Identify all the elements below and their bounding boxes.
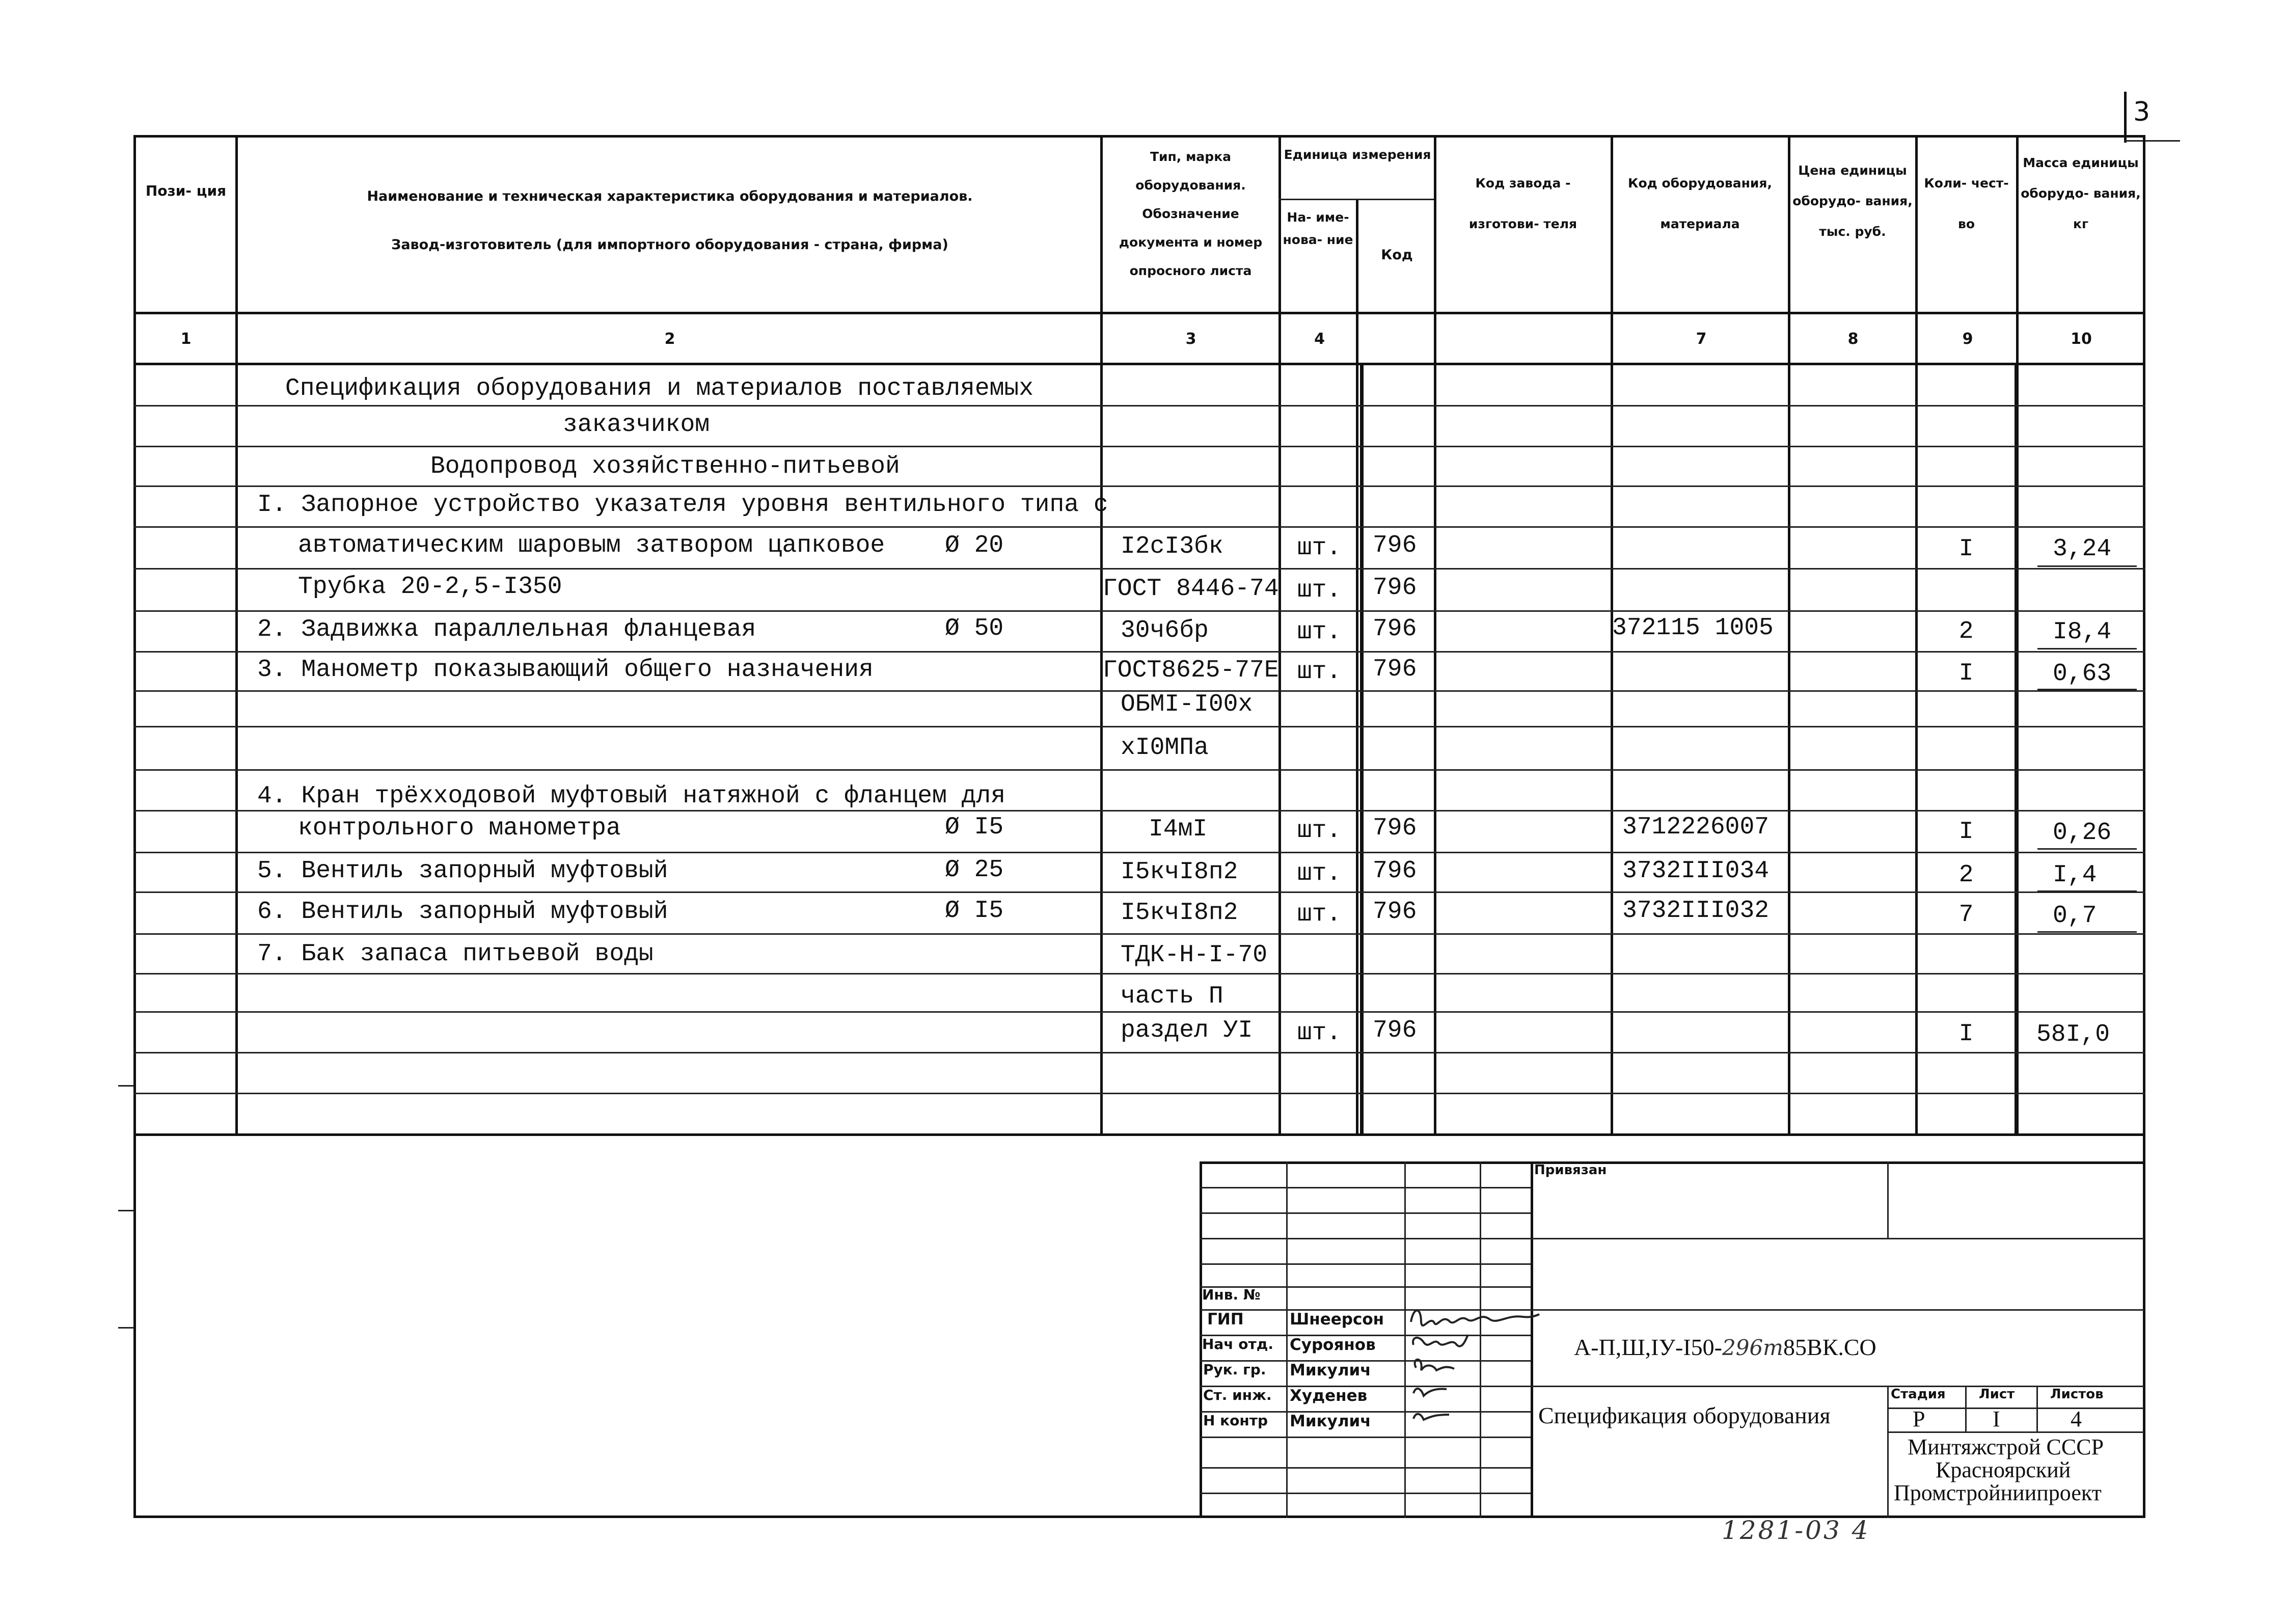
tb-inv-label: Инв. № (1202, 1286, 1261, 1303)
spec-heading-line2: заказчиком (563, 411, 710, 439)
mass-underline (2037, 931, 2137, 933)
header-col-unit-name: На- име- нова- ние (1283, 210, 1353, 247)
item-equipment-code: 3712226007 (1622, 814, 1770, 841)
header-col-equipment-code: Код оборудования, материала (1628, 176, 1772, 231)
tb-person: Суроянов (1290, 1336, 1376, 1354)
colnum-10: 10 (2071, 330, 2092, 348)
tb-role: Нач отд. (1202, 1336, 1274, 1352)
tb-person: Микулич (1290, 1412, 1371, 1430)
row-line (133, 852, 2145, 853)
header-col-plant-code: Код завода - изготови- теля (1468, 176, 1577, 231)
row-line (133, 526, 2145, 528)
header-col-name-line2: Завод-изготовитель (для импортного оборудования - страна, фирма) (391, 237, 948, 253)
item-name: 4. Кран трёхходовой муфтовый натяжной с фланцем для (257, 782, 1006, 810)
tb-org-line3: Промстройниипроект (1894, 1480, 2102, 1505)
item-unit: шт. (1297, 817, 1342, 845)
row-line (133, 446, 2145, 447)
colnum-4: 4 (1314, 330, 1325, 348)
item-mass: 0,26 (2053, 819, 2112, 847)
margin-tick (118, 1327, 133, 1329)
tb-person: Микулич (1290, 1361, 1371, 1379)
header-bottom-border (133, 312, 2145, 314)
margin-tick (118, 1210, 133, 1211)
mass-underline (2037, 848, 2137, 850)
colnum-3: 3 (1185, 330, 1196, 348)
item-unit-code: 796 (1373, 898, 1417, 926)
section-heading: Водопровод хозяйственно-питьевой (430, 453, 900, 480)
item-unit: шт. (1297, 860, 1342, 887)
tb-sheet-value: I (1993, 1406, 2000, 1431)
header-col-mass: Масса единицы оборудо- вания, кг (2021, 155, 2141, 231)
tb-col (1286, 1161, 1288, 1518)
item-qty: 2 (1958, 861, 1974, 889)
tb-org-line2: Красноярский (1936, 1457, 2071, 1482)
colnum-7: 7 (1696, 330, 1707, 348)
item-name: 7. Бак запаса питьевой воды (257, 940, 654, 968)
item-equipment-code: 3732III032 (1622, 897, 1770, 925)
tb-sheets-label: Листов (2050, 1387, 2104, 1402)
tb-privyazan-label: Привязан (1534, 1162, 1607, 1178)
item-size: Ø 20 (945, 532, 1004, 559)
item-equipment-code: 372115 1005 (1612, 614, 1774, 642)
item-mass: 3,24 (2053, 535, 2112, 563)
header-col-unit-code: Код (1381, 247, 1413, 263)
sheet-left-border (133, 135, 136, 1518)
tb-person: Шнеерсон (1290, 1310, 1384, 1329)
tb-stage-label: Стадия (1891, 1387, 1946, 1402)
row-line (133, 1011, 2145, 1013)
tb-doc-code (1574, 1334, 1876, 1361)
footer-archive-number: 1281-03 4 (1722, 1515, 1870, 1545)
item-unit: шт. (1297, 534, 1342, 562)
item-type: часть П (1121, 983, 1223, 1010)
row-line (133, 726, 2145, 727)
tb-role: Н контр (1203, 1412, 1268, 1429)
item-unit-code: 796 (1373, 574, 1417, 602)
item-qty: I (1958, 818, 1974, 846)
tb-doc-code-tail: 85ВК.СО (1783, 1334, 1876, 1360)
item-type: 30ч6бр (1121, 617, 1209, 644)
col-divider-2 (1100, 135, 1103, 1136)
colnum-1: 1 (180, 330, 192, 348)
row-line (133, 651, 2145, 653)
header-col-position: Пози- ция (145, 182, 227, 199)
tb-role: ГИП (1207, 1310, 1244, 1329)
tb-role: Ст. инж. (1203, 1387, 1272, 1403)
tb-person: Худенев (1290, 1387, 1368, 1405)
item-unit: шт. (1297, 1019, 1342, 1047)
tb-row (1200, 1493, 1531, 1494)
header-col-unit-group: Единица измерения (1284, 147, 1431, 162)
item-type: I4мI (1149, 816, 1208, 843)
item-type: ТДК-Н-I-70 (1121, 941, 1268, 969)
tb-stage-row (1887, 1408, 2144, 1409)
tb-doc-code-handwritten: 296m (1722, 1335, 1784, 1360)
item-name: 6. Вентиль запорный муфтовый (257, 898, 668, 926)
row-line (133, 1093, 2145, 1094)
item-size: Ø 50 (945, 615, 1004, 642)
item-name: 5. Вентиль запорный муфтовый (257, 857, 668, 885)
item-type: I2сI3бк (1121, 533, 1223, 560)
tb-stage-row (1887, 1431, 2144, 1433)
item-unit-code: 796 (1373, 857, 1417, 885)
item-equipment-code: 3732III034 (1622, 857, 1770, 885)
item-type: хI0МПа (1121, 734, 1209, 762)
item-qty: 2 (1958, 618, 1974, 645)
spec-heading-line1: Спецификация оборудования и материалов поставляемых (285, 375, 1034, 402)
item-name: 3. Манометр показывающий общего назначения (257, 656, 874, 684)
tb-row (1200, 1212, 1531, 1214)
tb-stage-value: Р (1913, 1406, 1925, 1431)
header-col-name-line1: Наименование и техническая характеристика оборудования и материалов. (367, 188, 973, 204)
item-type: I5кчI8п2 (1121, 899, 1238, 927)
item-mass: 0,63 (2053, 660, 2112, 688)
margin-tick (118, 1085, 133, 1087)
item-unit-code: 796 (1373, 656, 1417, 683)
tb-sheet-label: Лист (1979, 1387, 2015, 1402)
tb-org-line1: Минтяжстрой СССР (1908, 1434, 2104, 1459)
item-name: автоматическим шаровым затвором цапковое (298, 532, 885, 559)
item-unit-code: 796 (1373, 615, 1417, 643)
item-type: ОБМI-I00х (1121, 691, 1253, 718)
item-name: I. Запорное устройство указателя уровня вентильного типа с (257, 491, 1108, 519)
item-type: раздел УI (1121, 1017, 1253, 1044)
item-unit: шт. (1297, 658, 1342, 686)
table-top-border (133, 135, 2145, 138)
mass-underline (2037, 565, 2137, 567)
item-name: контрольного манометра (298, 815, 621, 842)
item-qty: I (1958, 535, 1974, 563)
colnum-9: 9 (1962, 330, 1973, 348)
item-size: Ø I5 (945, 814, 1004, 841)
tb-row (1200, 1187, 1531, 1188)
item-type: I5кчI8п2 (1121, 858, 1238, 886)
item-size: Ø I5 (945, 897, 1004, 925)
row-line (133, 1052, 2145, 1053)
item-name: Трубка 20-2,5-I350 (298, 573, 562, 601)
tb-row (1531, 1238, 2144, 1239)
item-size: Ø 25 (945, 856, 1004, 884)
tb-doc-title: Спецификация оборудования (1538, 1402, 1831, 1428)
row-line (133, 405, 2145, 407)
page-number-underline (2124, 140, 2180, 142)
signatures-graphic (1406, 1302, 1543, 1439)
tb-sheets-value: 4 (2071, 1406, 2082, 1431)
colnum-bottom-border (133, 363, 2145, 365)
tb-row (1531, 1309, 2144, 1311)
item-name: 2. Задвижка параллельная фланцевая (257, 616, 756, 643)
col-divider-5 (1434, 135, 1436, 1136)
tb-top-border (1200, 1161, 2145, 1164)
table-bottom-border (133, 1133, 2145, 1136)
row-line (133, 485, 2145, 487)
header-col-type: Тип, марка оборудования. Обозначение документа и номер опросного листа (1119, 149, 1263, 278)
col-divider-7 (1788, 135, 1790, 1136)
tb-row (1200, 1238, 1531, 1239)
row-line (133, 973, 2145, 975)
tb-row (1200, 1263, 1531, 1265)
header-col-price: Цена единицы оборудо- вания, тыс. руб. (1792, 163, 1913, 239)
row-line (133, 933, 2145, 935)
thick-box-right (2015, 363, 2018, 1134)
mass-underline (2037, 689, 2137, 690)
item-unit-code: 796 (1373, 1017, 1417, 1044)
item-type: ГОСТ8625-77Е (1103, 657, 1279, 684)
item-mass: 58I,0 (2036, 1021, 2110, 1048)
item-qty: 7 (1958, 901, 1974, 929)
page-number: 3 (2133, 97, 2151, 127)
item-type: ГОСТ 8446-74 (1103, 575, 1279, 603)
colnum-8: 8 (1847, 330, 1859, 348)
mass-underline (2037, 648, 2137, 649)
item-mass: 0,7 (2053, 902, 2097, 930)
item-mass: I,4 (2053, 861, 2097, 889)
item-unit: шт. (1297, 618, 1342, 646)
item-unit: шт. (1297, 901, 1342, 928)
tb-privyazan-divider (1887, 1161, 1889, 1238)
tb-row (1200, 1467, 1531, 1469)
row-line (133, 891, 2145, 893)
header-col-quantity: Коли- чест- во (1924, 176, 2009, 231)
colnum-2: 2 (664, 330, 675, 348)
item-unit-code: 796 (1373, 815, 1417, 842)
tb-role: Рук. гр. (1203, 1361, 1266, 1378)
item-qty: I (1958, 1020, 1974, 1048)
col-divider-1 (235, 135, 238, 1136)
item-qty: I (1958, 660, 1974, 687)
item-unit: шт. (1297, 577, 1342, 604)
row-line (133, 769, 2145, 771)
tb-stage-left (1887, 1386, 1889, 1518)
unit-group-divider (1278, 199, 1434, 200)
item-mass: I8,4 (2053, 618, 2112, 646)
tb-doc-code-main: А-П,Ш,IУ-I50- (1574, 1334, 1723, 1360)
row-line (133, 610, 2145, 612)
thick-box-left (1360, 363, 1364, 1134)
mass-underline (2037, 890, 2137, 892)
item-unit-code: 796 (1373, 532, 1417, 559)
row-line (133, 568, 2145, 570)
